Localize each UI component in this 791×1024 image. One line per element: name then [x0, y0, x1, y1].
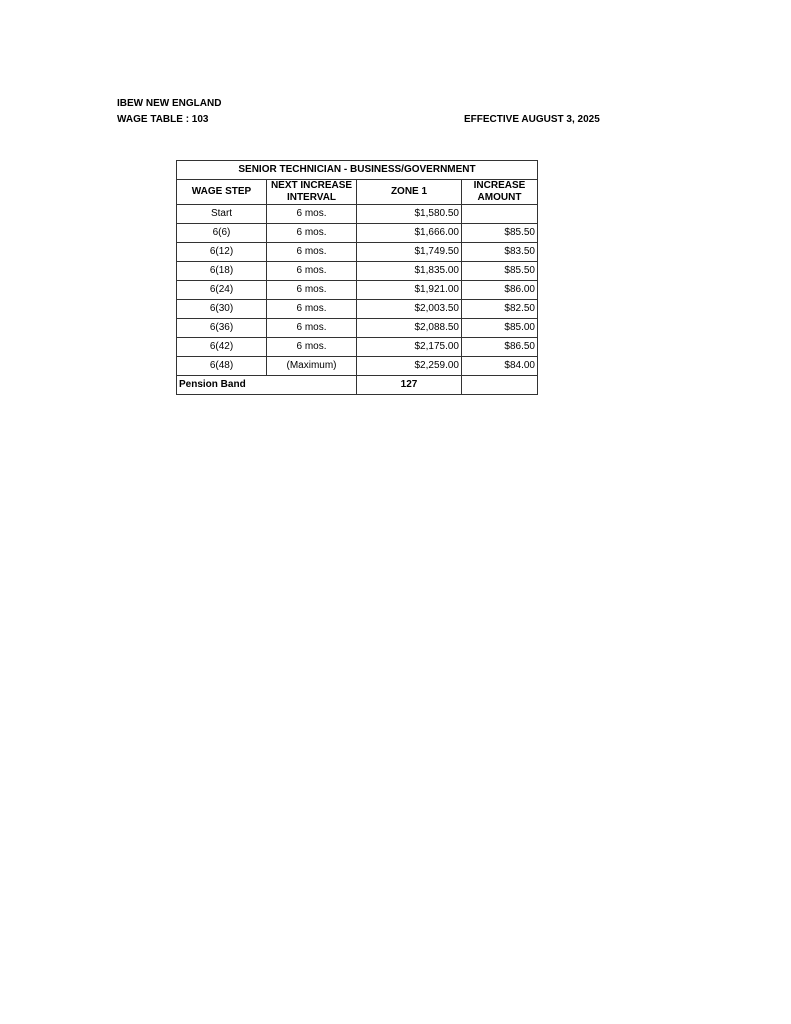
interval-cell: 6 mos. [267, 205, 357, 224]
interval-cell: 6 mos. [267, 262, 357, 281]
table-row [177, 262, 538, 281]
increase-cell: $86.50 [462, 338, 538, 357]
zone1-cell: $1,921.00 [357, 281, 462, 300]
wage-step-cell: 6(36) [177, 319, 267, 338]
zone1-cell: $2,259.00 [357, 357, 462, 376]
interval-cell: 6 mos. [267, 224, 357, 243]
effective-date: EFFECTIVE AUGUST 3, 2025 [464, 114, 600, 125]
increase-cell: $85.50 [462, 262, 538, 281]
interval-cell: 6 mos. [267, 300, 357, 319]
pension-band-empty-cell [462, 376, 538, 395]
table-row [177, 300, 538, 319]
interval-cell: 6 mos. [267, 319, 357, 338]
increase-cell: $83.50 [462, 243, 538, 262]
interval-cell: 6 mos. [267, 243, 357, 262]
wage-step-cell: 6(12) [177, 243, 267, 262]
zone1-cell: $2,003.50 [357, 300, 462, 319]
increase-cell: $86.00 [462, 281, 538, 300]
increase-cell: $85.50 [462, 224, 538, 243]
table-row [177, 243, 538, 262]
col-header-zone-1: ZONE 1 [357, 180, 462, 205]
table-row [177, 281, 538, 300]
wage-step-cell: 6(18) [177, 262, 267, 281]
table-title: SENIOR TECHNICIAN - BUSINESS/GOVERNMENT [177, 161, 538, 180]
wage-step-cell: 6(42) [177, 338, 267, 357]
col-header-next-increase-interval: NEXT INCREASE INTERVAL [267, 180, 357, 205]
table-row [177, 319, 538, 338]
interval-cell: 6 mos. [267, 338, 357, 357]
zone1-cell: $2,088.50 [357, 319, 462, 338]
table-row [177, 224, 538, 243]
table-row [177, 338, 538, 357]
interval-cell: 6 mos. [267, 281, 357, 300]
wage-step-cell: Start [177, 205, 267, 224]
wage-step-cell: 6(24) [177, 281, 267, 300]
increase-cell: $82.50 [462, 300, 538, 319]
pension-band-label: Pension Band [177, 376, 357, 395]
wage-step-cell: 6(48) [177, 357, 267, 376]
wage-step-cell: 6(30) [177, 300, 267, 319]
table-row [177, 205, 538, 224]
zone1-cell: $1,749.50 [357, 243, 462, 262]
increase-cell [462, 205, 538, 224]
org-name: IBEW NEW ENGLAND [117, 98, 222, 109]
wage-table-id: WAGE TABLE : 103 [117, 114, 209, 125]
pension-band-row [177, 376, 538, 395]
interval-cell: (Maximum) [267, 357, 357, 376]
zone1-cell: $1,666.00 [357, 224, 462, 243]
increase-cell: $84.00 [462, 357, 538, 376]
wage-step-cell: 6(6) [177, 224, 267, 243]
pension-band-value: 127 [357, 376, 462, 395]
zone1-cell: $1,580.50 [357, 205, 462, 224]
col-header-wage-step: WAGE STEP [177, 180, 267, 205]
table-row [177, 357, 538, 376]
increase-cell: $85.00 [462, 319, 538, 338]
col-header-increase-amount: INCREASE AMOUNT [462, 180, 538, 205]
zone1-cell: $1,835.00 [357, 262, 462, 281]
wage-table [176, 160, 538, 395]
zone1-cell: $2,175.00 [357, 338, 462, 357]
